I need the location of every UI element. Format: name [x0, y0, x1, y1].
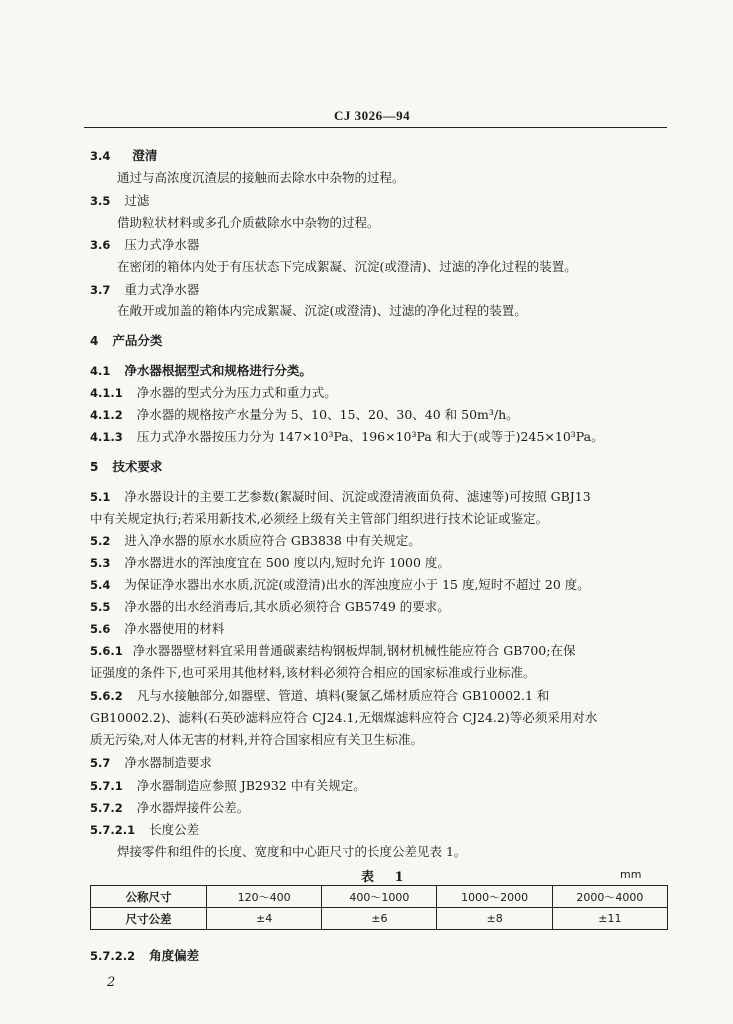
clause-number: 5.3 [90, 556, 111, 570]
clause-title: 重力式净水器 [124, 282, 200, 297]
table-cell: ±6 [322, 908, 437, 930]
clause-5-6-2 [90, 688, 549, 704]
table-cell: ±8 [437, 908, 552, 930]
clause-5-6-1 [90, 643, 575, 659]
clause-4-1 [90, 363, 312, 379]
table-cell: ±11 [552, 908, 667, 930]
clause-text: 在密闭的箱体内处于有压状态下完成絮凝、沉淀(或澄清)、过滤的净化过程的装置。 [117, 259, 577, 274]
table-cell: ±4 [207, 908, 322, 930]
clause-number: 5.7.2.2 [90, 949, 136, 963]
clause-5-6 [90, 621, 224, 637]
clause-text: 净水器焊接件公差。 [136, 800, 250, 815]
clause-number: 3.5 [90, 194, 111, 208]
clause-title: 净水器使用的材料 [124, 621, 225, 636]
clause-number: 5 [90, 460, 99, 474]
clause-number: 5.1 [90, 490, 111, 504]
clause-number: 5.4 [90, 578, 111, 592]
clause-number: 3.4 [90, 149, 111, 163]
clause-5-7 [90, 755, 212, 771]
clause-text: 借助粒状材料或多孔介质截除水中杂物的过程。 [117, 215, 380, 230]
clause-text: GB10002.2)、滤料(石英砂滤料应符合 CJ24.1,无烟煤滤料应符合 CJ24.2)等必须采用对水 [90, 710, 598, 725]
clause-3-7 [90, 282, 199, 298]
clause-text: 净水器根据型式和规格进行分类。 [124, 363, 312, 378]
clause-5-7-2-1 [90, 822, 199, 838]
clause-3-6 [90, 237, 199, 253]
tolerance-table [90, 885, 668, 930]
clause-number: 4 [90, 334, 99, 348]
page-header: CJ 3026—94 [334, 108, 411, 123]
clause-text: 净水器器壁材料宜采用普通碳素结构钢板焊制,钢材机械性能应符合 GB700;在保 [132, 643, 576, 658]
clause-number: 5.6.2 [90, 689, 123, 703]
clause-number: 5.6.1 [90, 644, 123, 658]
row-header: 公称尺寸 [91, 886, 207, 908]
clause-4-1-3 [90, 429, 604, 445]
clause-text: 净水器进水的浑浊度宜在 500 度以内,短时允许 1000 度。 [124, 555, 450, 570]
clause-5-4 [90, 577, 590, 593]
clause-title: 产品分类 [112, 333, 163, 348]
clause-number: 4.1.2 [90, 408, 123, 422]
clause-text: 证强度的条件下,也可采用其他材料,该材料必须符合相应的国家标准或行业标准。 [90, 665, 536, 680]
clause-title: 压力式净水器 [124, 237, 200, 252]
clause-4-1-2 [90, 407, 519, 423]
clause-number: 5.6 [90, 622, 111, 636]
clause-5-5 [90, 599, 450, 615]
clause-text: 进入净水器的原水水质应符合 GB3838 中有关规定。 [124, 533, 421, 548]
clause-text: 净水器的型式分为压力式和重力式。 [136, 385, 337, 400]
clause-text: 净水器的出水经消毒后,其水质必须符合 GB5749 的要求。 [124, 599, 450, 614]
clause-text: 在敞开或加盖的箱体内完成絮凝、沉淀(或澄清)、过滤的净化过程的装置。 [117, 303, 527, 318]
clause-number: 5.7 [90, 756, 111, 770]
clause-number: 5.7.2 [90, 801, 123, 815]
table-cell: 400～1000 [322, 886, 437, 908]
row-header: 尺寸公差 [91, 908, 207, 930]
clause-number: 5.7.1 [90, 779, 123, 793]
table-cell: 120～400 [207, 886, 322, 908]
clause-number: 5.2 [90, 534, 111, 548]
header-rule [84, 127, 667, 128]
clause-5-7-1 [90, 778, 366, 794]
clause-5-7-2-2 [90, 948, 199, 964]
table-row [91, 908, 668, 930]
clause-5-2 [90, 533, 421, 549]
table-row [91, 886, 668, 908]
clause-text: 通过与高浓度沉渣层的接触而去除水中杂物的过程。 [117, 170, 405, 185]
clause-title: 长度公差 [149, 822, 200, 837]
clause-title: 技术要求 [112, 459, 163, 474]
clause-number: 3.6 [90, 238, 111, 252]
clause-number: 4.1.1 [90, 386, 123, 400]
clause-number: 3.7 [90, 283, 111, 297]
clause-number: 4.1 [90, 364, 111, 378]
clause-number: 4.1.3 [90, 430, 123, 444]
clause-title: 澄清 [132, 148, 158, 163]
clause-5-7-2 [90, 800, 249, 816]
table-unit: mm [620, 868, 642, 881]
clause-text: 质无污染,对人体无害的材料,并符合国家相应有关卫生标准。 [90, 732, 423, 747]
clause-number: 5.7.2.1 [90, 823, 136, 837]
clause-5-3 [90, 555, 450, 571]
clause-5-1 [90, 489, 591, 505]
clause-text: 中有关规定执行;若采用新技术,必须经上级有关主管部门组织进行技术论证或鉴定。 [90, 511, 549, 526]
table-cell: 1000～2000 [437, 886, 552, 908]
clause-text: 净水器设计的主要工艺参数(絮凝时间、沉淀或澄清液面负荷、滤速等)可按照 GBJ13 [124, 489, 591, 504]
clause-text: 为保证净水器出水水质,沉淀(或澄清)出水的浑浊度应小于 15 度,短时不超过 20 度。 [124, 577, 590, 592]
table-cell: 2000～4000 [552, 886, 667, 908]
clause-title: 净水器制造要求 [124, 755, 212, 770]
clause-text: 净水器制造应参照 JB2932 中有关规定。 [136, 778, 366, 793]
clause-4-1-1 [90, 385, 337, 401]
table-caption: 表 1 [361, 870, 412, 885]
clause-text: 焊接零件和组件的长度、宽度和中心距尺寸的长度公差见表 1。 [117, 844, 467, 859]
clause-title: 过滤 [124, 193, 150, 208]
page-number: 2 [107, 975, 116, 990]
clause-number: 5.5 [90, 600, 111, 614]
clause-3-5 [90, 193, 149, 209]
clause-3-4 [90, 148, 157, 164]
clause-title: 角度偏差 [149, 948, 200, 963]
clause-text: 净水器的规格按产水量分为 5、10、15、20、30、40 和 50m³/h。 [136, 407, 519, 422]
clause-text: 压力式净水器按压力分为 147×10³Pa、196×10³Pa 和大于(或等于)245×10³Pa。 [136, 429, 604, 444]
section-4-heading [90, 333, 162, 349]
section-5-heading [90, 459, 162, 475]
clause-text: 凡与水接触部分,如器壁、管道、填料(聚氯乙烯材质应符合 GB10002.1 和 [136, 688, 550, 703]
